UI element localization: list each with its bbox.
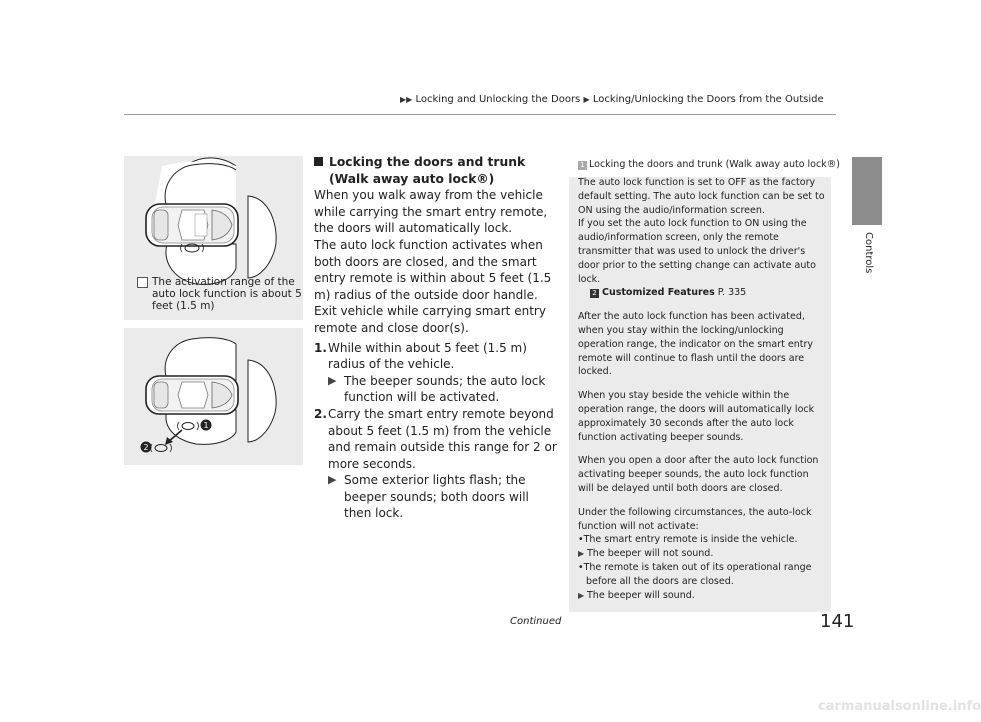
step-text: While within about 5 feet (1.5 m) radius of the vehicle.	[328, 340, 527, 372]
continued-label: Continued	[510, 616, 562, 627]
book-reference-icon: 2	[590, 289, 599, 298]
figure-activation-range	[124, 156, 303, 320]
cross-reference-page: P. 335	[717, 287, 747, 299]
callout-box-icon	[137, 277, 148, 288]
note-paragraph: When you open a door after the auto lock function activating beeper sounds, the auto lock function will be delayed until both doors are closed.	[578, 455, 819, 494]
step-result-text: The beeper sounds; the auto lock function will be activated.	[344, 373, 546, 405]
note-bullet: •The remote is taken out of its operational range before all the doors are closed.	[578, 561, 812, 587]
note-body	[578, 176, 826, 602]
result-arrow-icon: ▶	[328, 373, 337, 387]
step-result	[314, 373, 558, 406]
note-paragraph: If you set the auto lock function to ON using the audio/information screen, only the remote transmitter that was used to unlock the driver's door prior to the setting change can activate auto lock.	[578, 218, 816, 285]
note-bullet-text: The remote is taken out of its operational range before all the doors are closed.	[583, 561, 812, 587]
step-number: 1.	[314, 340, 327, 355]
figure-caption-text: The activation range of the auto lock function is about 5 feet (1.5 m)	[152, 276, 302, 312]
step-number: 2.	[314, 406, 327, 421]
chapter-tab	[852, 157, 882, 225]
result-arrow-icon: ▶	[578, 549, 585, 559]
header-rule	[124, 114, 836, 115]
car-icon	[146, 204, 238, 246]
breadcrumb-section: Locking and Unlocking the Doors	[415, 94, 581, 105]
section-square-icon	[314, 157, 323, 166]
breadcrumb-subsection: Locking/Unlocking the Doors from the Outside	[592, 94, 824, 105]
result-arrow-icon: ▶	[328, 473, 337, 487]
note-heading-text: Locking the doors and trunk (Walk away auto lock®)	[589, 159, 840, 170]
step-result-text: Some exterior lights flash; the beeper sounds; both doors will then lock.	[344, 473, 529, 521]
section-title	[314, 154, 558, 187]
note-bullet-result-text: The beeper will sound.	[587, 589, 695, 601]
note-bullet-result	[578, 547, 826, 561]
marker-1-label: 1	[203, 421, 209, 430]
note-paragraph: The auto lock function is set to OFF as the factory default setting. The auto lock function can be set to ON using the audio/information screen.	[578, 177, 825, 216]
step-list	[314, 340, 558, 523]
arrow-icon: ▶	[583, 95, 590, 104]
note-paragraph: After the auto lock function has been activated, when you stay within the locking/unlocking operation range, the indicator on the smart entry remote will continue to flash until the doors are locked.	[578, 311, 813, 378]
paragraph-1: When you walk away from the vehicle while carrying the smart entry remote, the doors will automatically lock.	[314, 188, 548, 236]
page-number: 141	[820, 611, 855, 632]
car-icon	[146, 376, 238, 414]
step-item	[314, 406, 558, 472]
figure-walk-away	[124, 328, 303, 465]
note-paragraph: Under the following circumstances, the auto-lock function will not activate:	[578, 506, 812, 532]
paragraph-2: The auto lock function activates when both doors are closed, and the smart entry remote is within about 5 feet (1.5 m) radius of the outside door handle.	[314, 237, 552, 302]
note-bullet: •The smart entry remote is inside the vehicle.	[578, 534, 798, 546]
double-arrow-icon: ▶▶	[400, 95, 413, 104]
cross-reference-link[interactable]: Customized Features	[602, 287, 715, 299]
chapter-label-text: Controls	[863, 232, 874, 274]
step-item	[314, 340, 558, 373]
main-content	[314, 154, 558, 522]
note-bullet-text: The smart entry remote is inside the vehicle.	[583, 534, 798, 546]
step-result	[314, 472, 558, 522]
side-note	[569, 155, 840, 612]
chapter-label	[856, 232, 876, 312]
note-bullet-result-text: The beeper will not sound.	[587, 548, 714, 560]
note-bullet-result	[578, 589, 826, 603]
breadcrumb	[400, 94, 824, 105]
section-title-text: Locking the doors and trunk (Walk away auto lock®)	[329, 155, 526, 186]
marker-2-label: 2	[143, 443, 149, 452]
figure-caption	[152, 276, 302, 312]
result-arrow-icon: ▶	[578, 590, 585, 600]
remote-signal-icon	[151, 444, 172, 452]
watermark: carmanualsonline.info	[818, 699, 981, 714]
note-heading	[569, 155, 840, 177]
note-paragraph: When you stay beside the vehicle within the operation range, the doors will automatically lock approximately 30 seconds after the auto lock function activating beeper sounds.	[578, 390, 815, 443]
note-reference-icon: 1	[578, 161, 587, 170]
cross-reference	[578, 286, 826, 300]
walk-away-diagram	[124, 328, 303, 465]
paragraph-3: Exit vehicle while carrying smart entry remote and close door(s).	[314, 304, 546, 335]
step-text: Carry the smart entry remote beyond about 5 feet (1.5 m) from the vehicle and remain outside this range for 2 or more seconds.	[328, 406, 557, 471]
